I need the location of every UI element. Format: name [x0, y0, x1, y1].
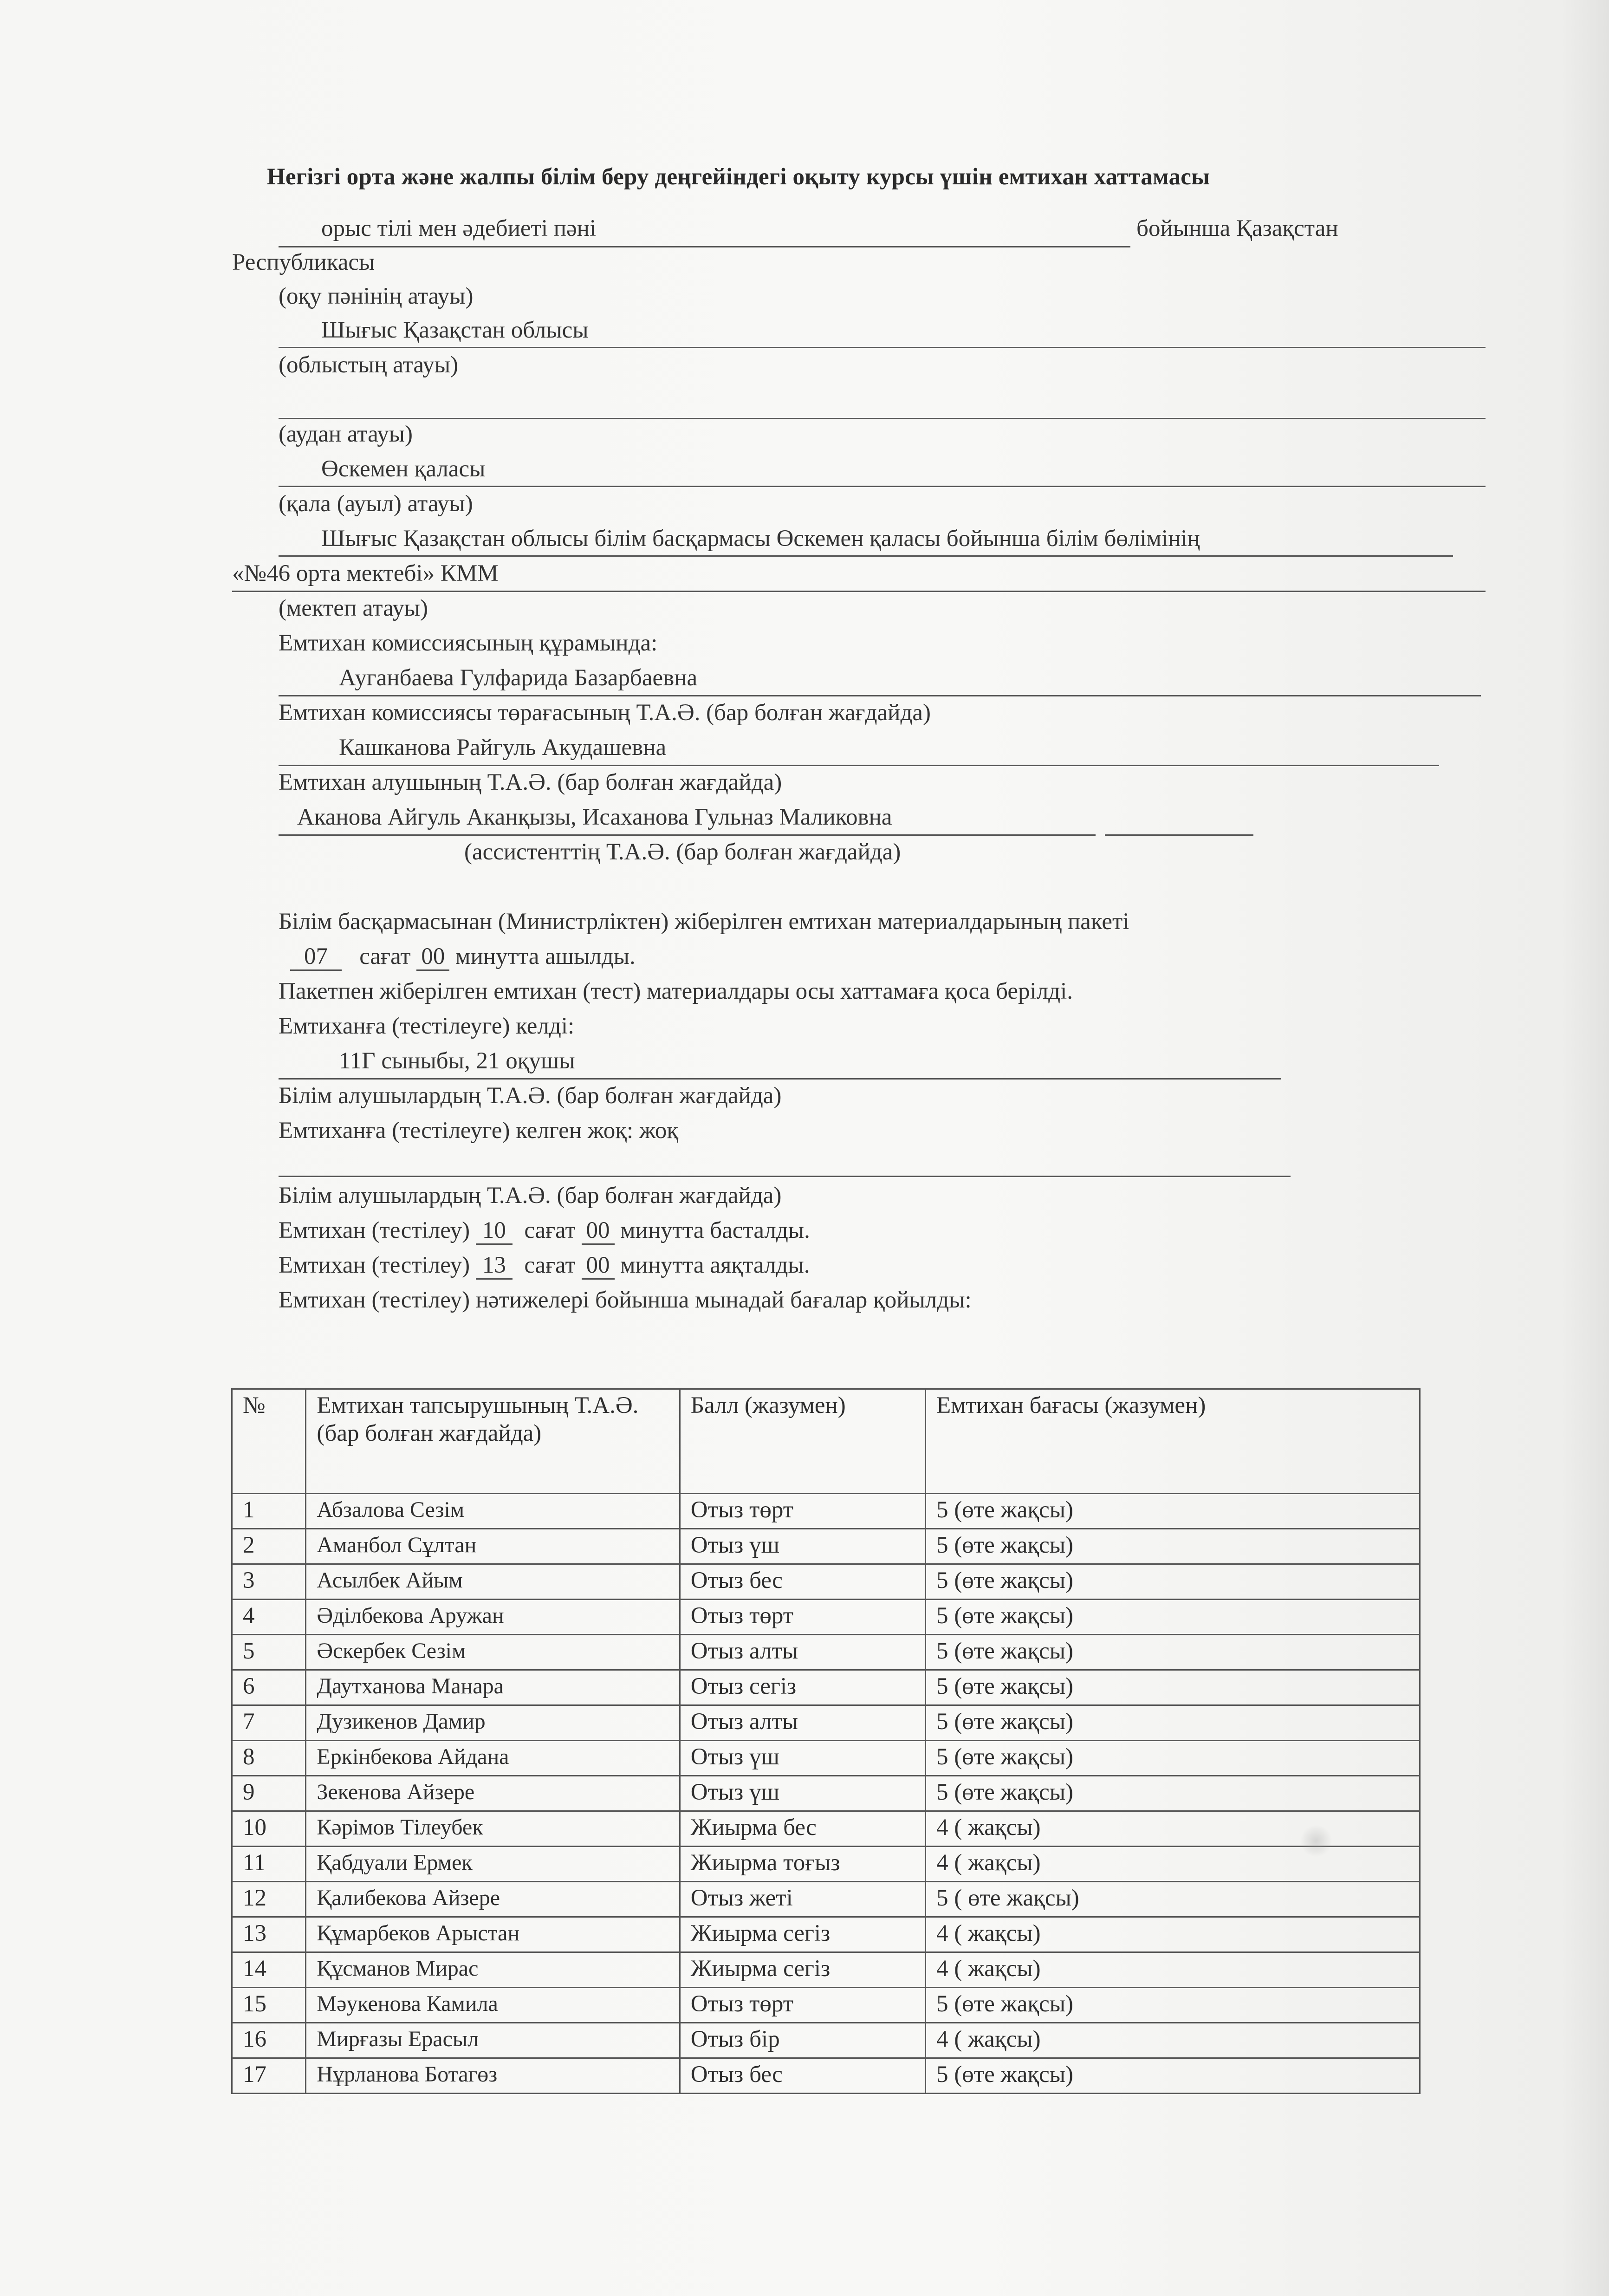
- start-minute-unit: минутта басталды.: [620, 1217, 810, 1243]
- student-name: Мәукенова Камила: [306, 1988, 680, 2023]
- assistants-names: Аканова Айгуль Аканқызы, Исаханова Гульназ Маликовна: [297, 804, 892, 830]
- student-name: Зекенова Айзере: [306, 1776, 680, 1811]
- row-number: 1: [232, 1494, 306, 1529]
- grade-text: 5 (өте жақсы): [926, 1776, 1420, 1811]
- grade-text: 5 ( өте жақсы): [926, 1882, 1420, 1917]
- row-number: 7: [232, 1705, 306, 1741]
- table-row: [232, 1564, 1420, 1600]
- grade-text: 5 (өте жақсы): [926, 1988, 1420, 2023]
- assistants-underline: [279, 834, 1096, 836]
- grade-text: 4 ( жақсы): [926, 1847, 1420, 1882]
- student-name: Құсманов Мирас: [306, 1952, 680, 1988]
- score-text: Отыз төрт: [680, 1494, 925, 1529]
- grades-table-body: [232, 1389, 1420, 2094]
- end-hour-unit: сағат: [524, 1252, 576, 1278]
- score-text: Отыз бір: [680, 2023, 925, 2058]
- region-value: Шығыс Қазақстан облысы: [321, 317, 589, 343]
- table-row: [232, 1635, 1420, 1670]
- row-number: 10: [232, 1811, 306, 1847]
- header-score: Балл (жазумен): [680, 1389, 925, 1494]
- grade-text: 4 ( жақсы): [926, 1917, 1420, 1952]
- package-minute-unit: минутта ашылды.: [455, 943, 636, 969]
- start-hour: 10: [476, 1217, 513, 1245]
- absent-caption: Білім алушылардың Т.А.Ә. (бар болған жағдайда): [279, 1183, 782, 1209]
- city-caption: (қала (ауыл) атауы): [279, 491, 473, 517]
- grade-text: 5 (өте жақсы): [926, 1635, 1420, 1670]
- examiner-underline: [279, 765, 1439, 766]
- package-hour: 07: [290, 943, 342, 971]
- table-row: [232, 1494, 1420, 1529]
- grade-text: 5 (өте жақсы): [926, 1705, 1420, 1741]
- assistants-caption: (ассистенттің Т.А.Ә. (бар болған жағдайда): [464, 839, 901, 865]
- row-number: 8: [232, 1741, 306, 1776]
- row-number: 12: [232, 1882, 306, 1917]
- row-number: 2: [232, 1529, 306, 1564]
- row-number: 5: [232, 1635, 306, 1670]
- arrived-label: Емтиханға (тестілеуге) келді:: [279, 1013, 575, 1039]
- student-name: Асылбек Айым: [306, 1564, 680, 1600]
- start-minute: 00: [582, 1217, 615, 1245]
- school-caption: (мектеп атауы): [279, 595, 428, 621]
- table-row: [232, 1811, 1420, 1847]
- grades-table: [231, 1388, 1421, 2094]
- table-row: [232, 1776, 1420, 1811]
- score-text: Отыз төрт: [680, 1600, 925, 1635]
- student-name: Әскербек Сезім: [306, 1635, 680, 1670]
- score-text: Отыз бес: [680, 2058, 925, 2094]
- row-number: 14: [232, 1952, 306, 1988]
- student-name: Құмарбеков Арыстан: [306, 1917, 680, 1952]
- chair-caption: Емтихан комиссиясы төрағасының Т.А.Ә. (бар болған жағдайда): [279, 700, 931, 726]
- score-text: Жиырма сегіз: [680, 1952, 925, 1988]
- grade-text: 5 (өте жақсы): [926, 1564, 1420, 1600]
- start-prefix: Емтихан (тестілеу): [279, 1217, 470, 1243]
- chair-underline: [279, 695, 1481, 696]
- table-row: [232, 1917, 1420, 1952]
- student-name: Әділбекова Аружан: [306, 1600, 680, 1635]
- score-text: Отыз алты: [680, 1705, 925, 1741]
- student-name: Қалибекова Айзере: [306, 1882, 680, 1917]
- table-row: [232, 1670, 1420, 1705]
- score-text: Отыз үш: [680, 1741, 925, 1776]
- materials-text: Пакетпен жіберілген емтихан (тест) материалдары осы хаттамаға қоса берілді.: [279, 978, 1073, 1004]
- document-title: Негізгі орта және жалпы білім беру деңгейіндегі оқыту курсы үшін емтихан хаттамасы: [267, 164, 1210, 190]
- district-underline: [279, 418, 1486, 419]
- table-row: [232, 1741, 1420, 1776]
- arrived-caption: Білім алушылардың Т.А.Ә. (бар болған жағдайда): [279, 1083, 782, 1109]
- grade-text: 5 (өте жақсы): [926, 1741, 1420, 1776]
- score-text: Отыз төрт: [680, 1988, 925, 2023]
- student-name: Даутханова Манара: [306, 1670, 680, 1705]
- arrived-underline: [279, 1078, 1281, 1080]
- district-caption: (аудан атауы): [279, 421, 413, 447]
- row-number: 11: [232, 1847, 306, 1882]
- score-text: Отыз үш: [680, 1529, 925, 1564]
- end-time-line: [279, 1251, 810, 1280]
- absent-label: Емтиханға (тестілеуге) келген жоқ: жоқ: [279, 1118, 679, 1144]
- package-text: Білім басқармасынан (Министрліктен) жіберілген емтихан материалдарының пакеті: [279, 909, 1129, 935]
- absent-underline: [279, 1176, 1291, 1177]
- row-number: 15: [232, 1988, 306, 2023]
- header-number: №: [232, 1389, 306, 1494]
- table-row: [232, 1988, 1420, 2023]
- school-line-2: «№46 орта мектебі» КММ: [232, 560, 499, 586]
- row-number: 13: [232, 1917, 306, 1952]
- score-text: Отыз үш: [680, 1776, 925, 1811]
- score-text: Жиырма сегіз: [680, 1917, 925, 1952]
- subject-suffix: бойынша Қазақстан: [1136, 215, 1338, 241]
- student-name: Дузикенов Дамир: [306, 1705, 680, 1741]
- arrived-value: 11Г сыныбы, 21 оқушы: [339, 1048, 575, 1074]
- grade-text: 4 ( жақсы): [926, 1952, 1420, 1988]
- grade-text: 5 (өте жақсы): [926, 1670, 1420, 1705]
- commission-label: Емтихан комиссиясының құрамында:: [279, 630, 658, 656]
- score-text: Жиырма бес: [680, 1811, 925, 1847]
- subject-continuation: Республикасы: [232, 249, 375, 275]
- score-text: Отыз сегіз: [680, 1670, 925, 1705]
- table-row: [232, 1600, 1420, 1635]
- table-row: [232, 2058, 1420, 2094]
- row-number: 16: [232, 2023, 306, 2058]
- header-grade: Емтихан бағасы (жазумен): [926, 1389, 1420, 1494]
- package-hour-unit: сағат: [359, 943, 411, 969]
- start-hour-unit: сағат: [524, 1217, 576, 1243]
- end-prefix: Емтихан (тестілеу): [279, 1252, 470, 1278]
- end-minute: 00: [582, 1252, 615, 1280]
- grade-text: 4 ( жақсы): [926, 1811, 1420, 1847]
- grade-text: 5 (өте жақсы): [926, 1529, 1420, 1564]
- city-value: Өскемен қаласы: [321, 456, 486, 482]
- table-header-row: [232, 1389, 1420, 1494]
- scan-smudge: [1300, 1825, 1332, 1857]
- row-number: 3: [232, 1564, 306, 1600]
- table-row: [232, 1705, 1420, 1741]
- chair-name: Ауганбаева Гулфарида Базарбаевна: [339, 665, 698, 691]
- end-hour: 13: [476, 1252, 513, 1280]
- row-number: 6: [232, 1670, 306, 1705]
- package-time-line: [290, 943, 636, 971]
- student-name: Еркінбекова Айдана: [306, 1741, 680, 1776]
- row-number: 4: [232, 1600, 306, 1635]
- grade-text: 5 (өте жақсы): [926, 2058, 1420, 2094]
- city-underline: [279, 486, 1486, 487]
- results-text: Емтихан (тестілеу) нәтижелері бойынша мынадай бағалар қойылды:: [279, 1287, 972, 1313]
- table-row: [232, 2023, 1420, 2058]
- student-name: Аманбол Сұлтан: [306, 1529, 680, 1564]
- student-name: Кәрімов Тілеубек: [306, 1811, 680, 1847]
- header-student-name: Емтихан тапсырушының Т.А.Ә. (бар болған жағдайда): [306, 1389, 680, 1494]
- table-row: [232, 1882, 1420, 1917]
- start-time-line: [279, 1216, 810, 1245]
- student-name: Нұрланова Ботагөз: [306, 2058, 680, 2094]
- grade-text: 5 (өте жақсы): [926, 1494, 1420, 1529]
- score-text: Отыз жеті: [680, 1882, 925, 1917]
- assistants-underline-extra: [1105, 834, 1253, 836]
- score-text: Отыз бес: [680, 1564, 925, 1600]
- table-row: [232, 1529, 1420, 1564]
- school-underline-1: [279, 555, 1453, 557]
- school-underline-2: [232, 591, 1486, 592]
- score-text: Жиырма тоғыз: [680, 1847, 925, 1882]
- grade-text: 5 (өте жақсы): [926, 1600, 1420, 1635]
- school-line-1: Шығыс Қазақстан облысы білім басқармасы Өскемен қаласы бойынша білім бөлімінің: [321, 526, 1200, 552]
- grade-text: 4 ( жақсы): [926, 2023, 1420, 2058]
- end-minute-unit: минутта аяқталды.: [620, 1252, 810, 1278]
- table-row: [232, 1847, 1420, 1882]
- examiner-caption: Емтихан алушының Т.А.Ә. (бар болған жағдайда): [279, 769, 782, 795]
- examiner-name: Кашканова Райгуль Акудашевна: [339, 735, 667, 761]
- row-number: 17: [232, 2058, 306, 2094]
- student-name: Мирғазы Ерасыл: [306, 2023, 680, 2058]
- region-underline: [279, 347, 1486, 348]
- subject-underline: [279, 246, 1130, 247]
- subject-caption: (оқу пәнінің атауы): [279, 283, 474, 309]
- student-name: Абзалова Сезім: [306, 1494, 680, 1529]
- package-minute: 00: [416, 943, 449, 971]
- row-number: 9: [232, 1776, 306, 1811]
- score-text: Отыз алты: [680, 1635, 925, 1670]
- region-caption: (облыстың атауы): [279, 352, 459, 378]
- table-row: [232, 1952, 1420, 1988]
- subject-value: орыс тілі мен әдебиеті пәні: [321, 215, 597, 241]
- student-name: Қабдуали Ермек: [306, 1847, 680, 1882]
